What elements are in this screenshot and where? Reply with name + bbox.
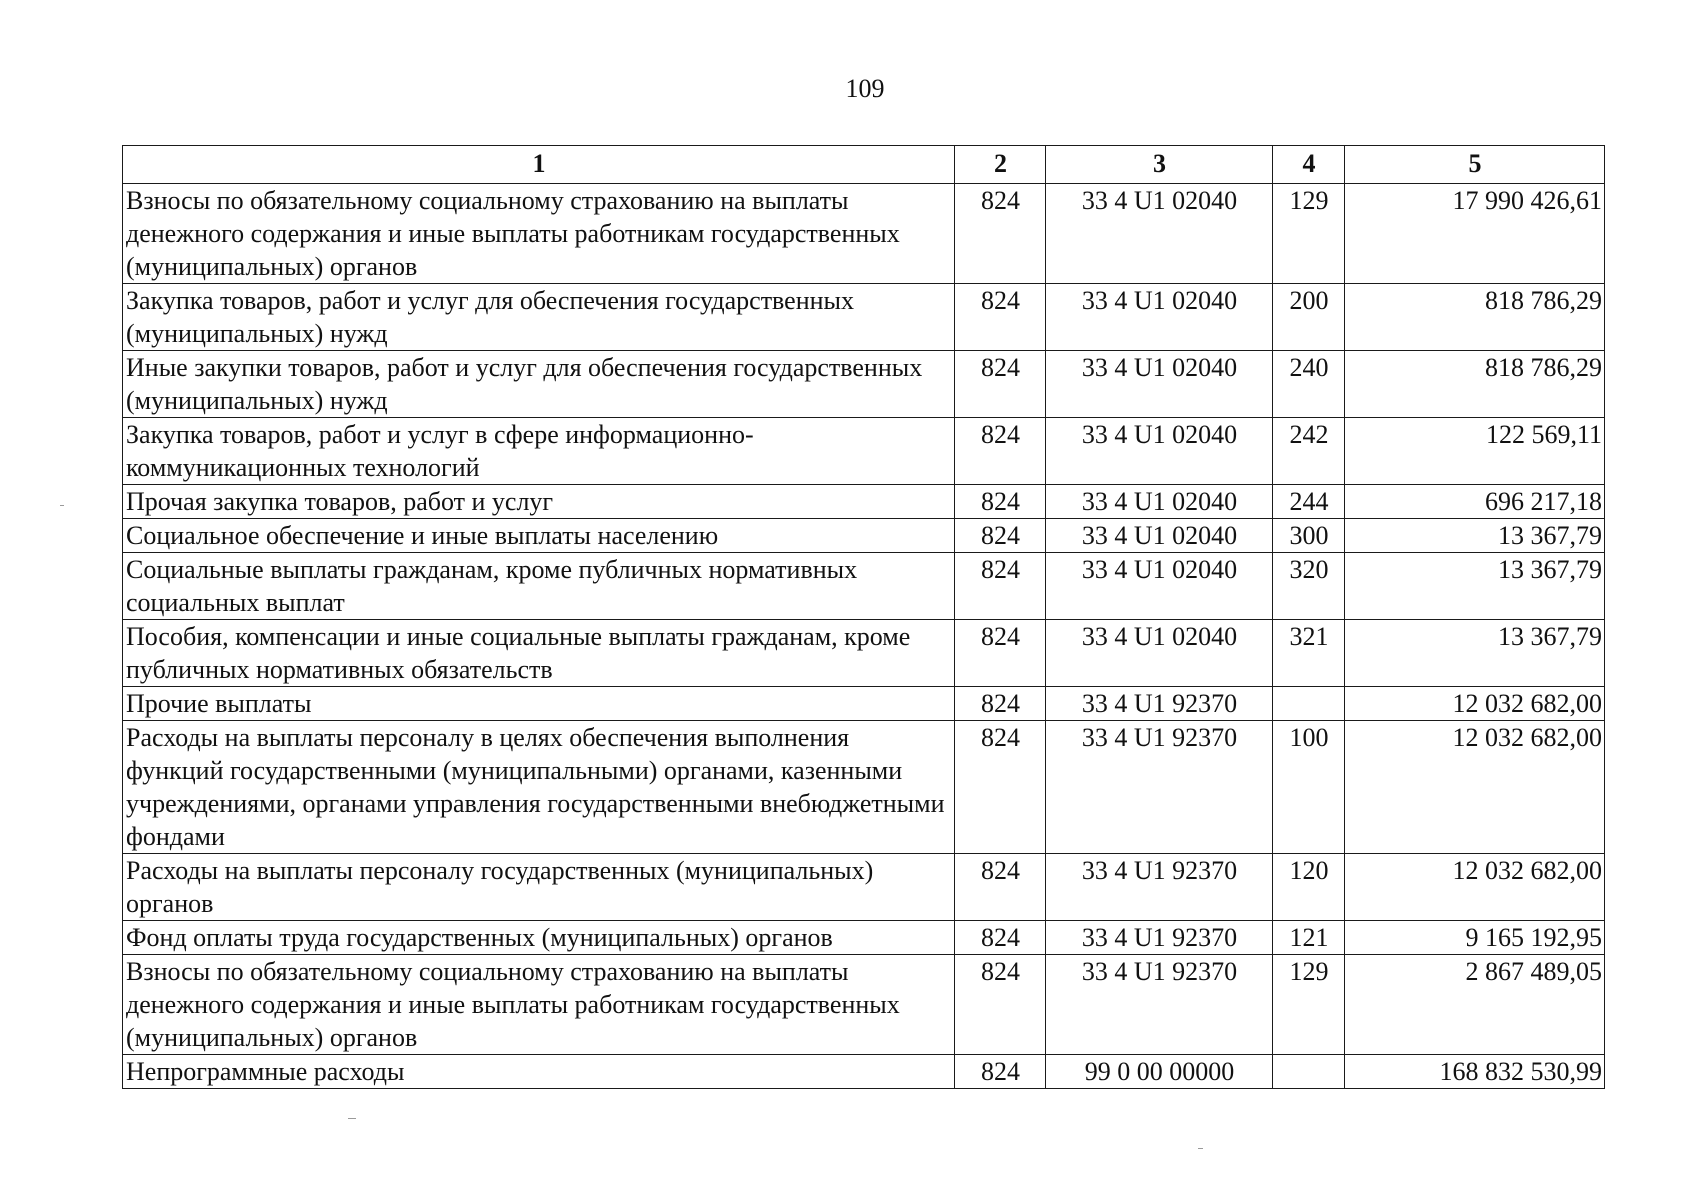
cell-sum: 168 832 530,99 bbox=[1345, 1055, 1605, 1089]
cell-grbs: 824 bbox=[955, 721, 1046, 854]
cell-grbs: 824 bbox=[955, 955, 1046, 1055]
scan-speck bbox=[1198, 1148, 1203, 1149]
cell-grbs: 824 bbox=[955, 687, 1046, 721]
table-row bbox=[123, 519, 1605, 553]
cell-csr: 33 4 U1 92370 bbox=[1046, 921, 1273, 955]
cell-name: Социальное обеспечение и иные выплаты населению bbox=[123, 519, 955, 553]
cell-csr: 33 4 U1 02040 bbox=[1046, 519, 1273, 553]
cell-csr: 33 4 U1 02040 bbox=[1046, 553, 1273, 620]
scan-speck bbox=[348, 1118, 356, 1119]
table-row bbox=[123, 351, 1605, 418]
table-row bbox=[123, 1055, 1605, 1089]
cell-name: Фонд оплаты труда государственных (муниципальных) органов bbox=[123, 921, 955, 955]
cell-name: Закупка товаров, работ и услуг для обеспечения государственных (муниципальных) нужд bbox=[123, 284, 955, 351]
column-header-name: 1 bbox=[123, 146, 955, 184]
cell-name: Взносы по обязательному социальному страхованию на выплаты денежного содержания и иные выплаты работникам государственных (муниципальных) органов bbox=[123, 184, 955, 284]
table-row bbox=[123, 955, 1605, 1055]
cell-grbs: 824 bbox=[955, 1055, 1046, 1089]
cell-csr: 33 4 U1 92370 bbox=[1046, 687, 1273, 721]
cell-sum: 2 867 489,05 bbox=[1345, 955, 1605, 1055]
cell-vr: 242 bbox=[1273, 418, 1345, 485]
cell-vr: 320 bbox=[1273, 553, 1345, 620]
cell-grbs: 824 bbox=[955, 485, 1046, 519]
column-header-csr: 3 bbox=[1046, 146, 1273, 184]
cell-sum: 17 990 426,61 bbox=[1345, 184, 1605, 284]
table-header-row bbox=[123, 146, 1605, 184]
column-header-sum: 5 bbox=[1345, 146, 1605, 184]
table-row bbox=[123, 184, 1605, 284]
budget-table bbox=[122, 145, 1605, 1089]
cell-name: Прочая закупка товаров, работ и услуг bbox=[123, 485, 955, 519]
cell-grbs: 824 bbox=[955, 921, 1046, 955]
cell-name: Прочие выплаты bbox=[123, 687, 955, 721]
cell-vr: 120 bbox=[1273, 854, 1345, 921]
cell-grbs: 824 bbox=[955, 184, 1046, 284]
table-row bbox=[123, 284, 1605, 351]
cell-name: Взносы по обязательному социальному страхованию на выплаты денежного содержания и иные выплаты работникам государственных (муниципальных) органов bbox=[123, 955, 955, 1055]
cell-csr: 33 4 U1 02040 bbox=[1046, 351, 1273, 418]
cell-csr: 33 4 U1 92370 bbox=[1046, 721, 1273, 854]
cell-grbs: 824 bbox=[955, 620, 1046, 687]
cell-name: Социальные выплаты гражданам, кроме публичных нормативных социальных выплат bbox=[123, 553, 955, 620]
cell-sum: 13 367,79 bbox=[1345, 553, 1605, 620]
table-row bbox=[123, 721, 1605, 854]
table-row bbox=[123, 854, 1605, 921]
cell-grbs: 824 bbox=[955, 519, 1046, 553]
cell-name: Расходы на выплаты персоналу в целях обеспечения выполнения функций государственными (муниципальными) органами, казенными учреждениями, органами управления государственными внебюджетными фондами bbox=[123, 721, 955, 854]
cell-csr: 33 4 U1 02040 bbox=[1046, 418, 1273, 485]
cell-name: Непрограммные расходы bbox=[123, 1055, 955, 1089]
cell-vr bbox=[1273, 1055, 1345, 1089]
cell-grbs: 824 bbox=[955, 351, 1046, 418]
cell-sum: 696 217,18 bbox=[1345, 485, 1605, 519]
cell-csr: 33 4 U1 02040 bbox=[1046, 184, 1273, 284]
cell-sum: 818 786,29 bbox=[1345, 351, 1605, 418]
cell-grbs: 824 bbox=[955, 418, 1046, 485]
cell-vr: 240 bbox=[1273, 351, 1345, 418]
table-row bbox=[123, 553, 1605, 620]
cell-csr: 33 4 U1 02040 bbox=[1046, 620, 1273, 687]
cell-grbs: 824 bbox=[955, 854, 1046, 921]
cell-vr: 129 bbox=[1273, 184, 1345, 284]
cell-vr: 129 bbox=[1273, 955, 1345, 1055]
cell-vr: 300 bbox=[1273, 519, 1345, 553]
cell-sum: 12 032 682,00 bbox=[1345, 854, 1605, 921]
cell-csr: 33 4 U1 02040 bbox=[1046, 485, 1273, 519]
column-header-grbs: 2 bbox=[955, 146, 1046, 184]
cell-vr: 100 bbox=[1273, 721, 1345, 854]
scan-speck bbox=[60, 505, 64, 506]
cell-sum: 13 367,79 bbox=[1345, 519, 1605, 553]
cell-sum: 9 165 192,95 bbox=[1345, 921, 1605, 955]
cell-vr: 321 bbox=[1273, 620, 1345, 687]
cell-vr bbox=[1273, 687, 1345, 721]
cell-sum: 12 032 682,00 bbox=[1345, 721, 1605, 854]
cell-csr: 33 4 U1 92370 bbox=[1046, 854, 1273, 921]
cell-grbs: 824 bbox=[955, 284, 1046, 351]
table-row bbox=[123, 485, 1605, 519]
page-number: 109 bbox=[845, 74, 885, 103]
cell-name: Расходы на выплаты персоналу государственных (муниципальных) органов bbox=[123, 854, 955, 921]
cell-sum: 13 367,79 bbox=[1345, 620, 1605, 687]
cell-name: Иные закупки товаров, работ и услуг для обеспечения государственных (муниципальных) нужд bbox=[123, 351, 955, 418]
table-row bbox=[123, 687, 1605, 721]
cell-csr: 33 4 U1 02040 bbox=[1046, 284, 1273, 351]
cell-vr: 121 bbox=[1273, 921, 1345, 955]
cell-grbs: 824 bbox=[955, 553, 1046, 620]
cell-sum: 122 569,11 bbox=[1345, 418, 1605, 485]
cell-name: Закупка товаров, работ и услуг в сфере информационно-коммуникационных технологий bbox=[123, 418, 955, 485]
cell-csr: 99 0 00 00000 bbox=[1046, 1055, 1273, 1089]
table-row bbox=[123, 418, 1605, 485]
cell-sum: 818 786,29 bbox=[1345, 284, 1605, 351]
table-row bbox=[123, 620, 1605, 687]
table-body bbox=[123, 184, 1605, 1089]
cell-sum: 12 032 682,00 bbox=[1345, 687, 1605, 721]
cell-vr: 200 bbox=[1273, 284, 1345, 351]
cell-name: Пособия, компенсации и иные социальные выплаты гражданам, кроме публичных нормативных обязательств bbox=[123, 620, 955, 687]
cell-vr: 244 bbox=[1273, 485, 1345, 519]
table-row bbox=[123, 921, 1605, 955]
column-header-vr: 4 bbox=[1273, 146, 1345, 184]
cell-csr: 33 4 U1 92370 bbox=[1046, 955, 1273, 1055]
